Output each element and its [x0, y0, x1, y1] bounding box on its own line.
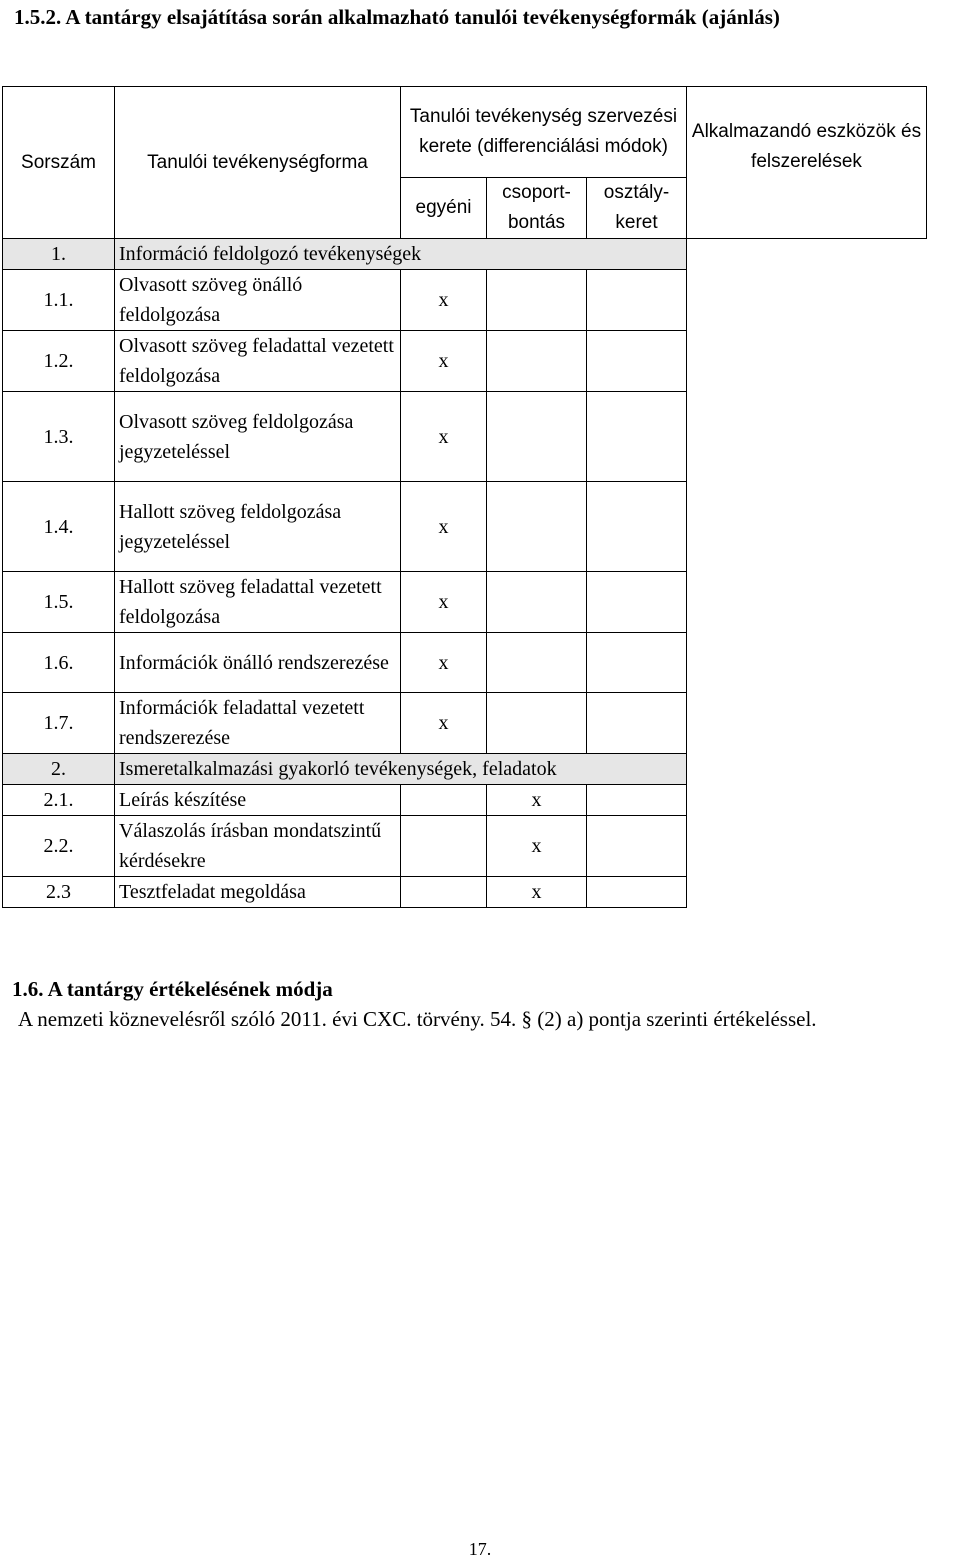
activity-label: Hallott szöveg feldolgozása jegyzeteléssel — [115, 482, 401, 572]
csoport-mark — [487, 270, 587, 331]
egyeni-mark: x — [401, 331, 487, 392]
section-number: 2. — [3, 754, 115, 785]
activity-label: Információk önálló rendszerezése — [115, 633, 401, 693]
csoport-mark: x — [487, 785, 587, 816]
section-row — [3, 754, 927, 785]
osztaly-mark — [587, 270, 687, 331]
egyeni-mark: x — [401, 270, 487, 331]
empty-cell — [687, 816, 927, 877]
header-row-1 — [3, 87, 927, 178]
empty-cell — [687, 331, 927, 392]
egyeni-mark: x — [401, 392, 487, 482]
osztaly-mark — [587, 693, 687, 754]
empty-cell — [687, 877, 927, 908]
section-number: 1. — [3, 239, 115, 270]
activity-label: Válaszolás írásban mondatszintű kérdésekre — [115, 816, 401, 877]
subheading: 1.6. A tantárgy értékelésének módja — [12, 977, 333, 1001]
section-row — [3, 239, 927, 270]
csoport-mark — [487, 693, 587, 754]
osztaly-mark — [587, 633, 687, 693]
header-egyeni: egyéni — [401, 178, 487, 239]
header-sorszam: Sorszám — [3, 87, 115, 239]
page-number: 17. — [468, 1539, 492, 1559]
row-number: 2.3 — [3, 877, 115, 908]
table-row — [3, 877, 927, 908]
table-row — [3, 693, 927, 754]
csoport-mark — [487, 331, 587, 392]
osztaly-mark — [587, 877, 687, 908]
csoport-mark — [487, 572, 587, 633]
table-row — [3, 633, 927, 693]
empty-cell — [687, 785, 927, 816]
header-eszkozok: Alkalmazandó eszközök és felszerelések — [687, 87, 927, 239]
table-row — [3, 331, 927, 392]
row-number: 1.7. — [3, 693, 115, 754]
table-row — [3, 572, 927, 633]
row-number: 2.2. — [3, 816, 115, 877]
table-row — [3, 392, 927, 482]
empty-cell — [687, 270, 927, 331]
header-keret: Tanulói tevékenység szervezési kerete (differenciálási módok) — [401, 87, 687, 178]
activity-label: Leírás készítése — [115, 785, 401, 816]
egyeni-mark — [401, 816, 487, 877]
empty-cell — [687, 754, 927, 785]
activity-table — [2, 86, 927, 908]
row-number: 1.6. — [3, 633, 115, 693]
section-title: Információ feldolgozó tevékenységek — [115, 239, 687, 270]
row-number: 1.1. — [3, 270, 115, 331]
egyeni-mark: x — [401, 482, 487, 572]
csoport-mark — [487, 392, 587, 482]
csoport-mark: x — [487, 877, 587, 908]
activity-label: Olvasott szöveg önálló feldolgozása — [115, 270, 401, 331]
table-row — [3, 482, 927, 572]
osztaly-mark — [587, 331, 687, 392]
egyeni-mark — [401, 877, 487, 908]
row-number: 1.2. — [3, 331, 115, 392]
header-csoport: csoport-bontás — [487, 178, 587, 239]
row-number: 1.4. — [3, 482, 115, 572]
activity-label: Információk feladattal vezetett rendszerezése — [115, 693, 401, 754]
egyeni-mark: x — [401, 633, 487, 693]
csoport-mark: x — [487, 816, 587, 877]
egyeni-mark — [401, 785, 487, 816]
osztaly-mark — [587, 572, 687, 633]
section-heading: 1.5.2. A tantárgy elsajátítása során alkalmazható tanulói tevékenységformák (ajánlás) — [14, 5, 780, 29]
empty-cell — [687, 239, 927, 270]
osztaly-mark — [587, 816, 687, 877]
csoport-mark — [487, 633, 587, 693]
table-row — [3, 270, 927, 331]
osztaly-mark — [587, 785, 687, 816]
activity-label: Olvasott szöveg feladattal vezetett feldolgozása — [115, 331, 401, 392]
section-title: Ismeretalkalmazási gyakorló tevékenységek, feladatok — [115, 754, 687, 785]
osztaly-mark — [587, 482, 687, 572]
egyeni-mark: x — [401, 693, 487, 754]
row-number: 1.5. — [3, 572, 115, 633]
osztaly-mark — [587, 392, 687, 482]
empty-cell — [687, 482, 927, 572]
empty-cell — [687, 693, 927, 754]
row-number: 1.3. — [3, 392, 115, 482]
empty-cell — [687, 572, 927, 633]
activity-label: Tesztfeladat megoldása — [115, 877, 401, 908]
header-osztaly: osztály-keret — [587, 178, 687, 239]
header-forma: Tanulói tevékenységforma — [115, 87, 401, 239]
paragraph: A nemzeti köznevelésről szóló 2011. évi CXC. törvény. 54. § (2) a) pontja szerinti értékeléssel. — [18, 1007, 817, 1031]
csoport-mark — [487, 482, 587, 572]
activity-label: Hallott szöveg feladattal vezetett feldolgozása — [115, 572, 401, 633]
row-number: 2.1. — [3, 785, 115, 816]
empty-cell — [687, 633, 927, 693]
table-row — [3, 816, 927, 877]
activity-label: Olvasott szöveg feldolgozása jegyzeteléssel — [115, 392, 401, 482]
empty-cell — [687, 392, 927, 482]
egyeni-mark: x — [401, 572, 487, 633]
table-row — [3, 785, 927, 816]
